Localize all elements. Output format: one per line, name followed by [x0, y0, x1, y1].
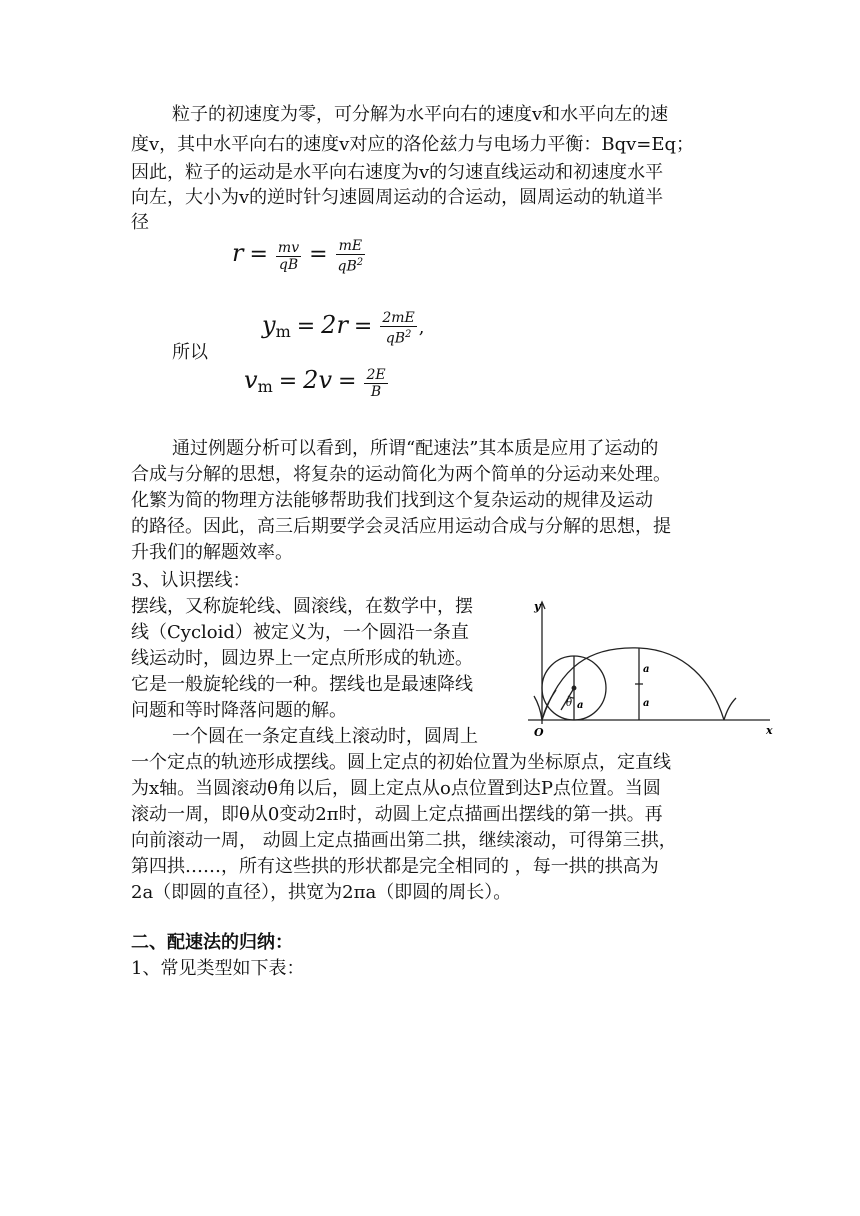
formula-vm-den: B — [370, 384, 382, 400]
right-cusp-arch — [724, 698, 736, 720]
section2-heading: 二、配速法的归纳： — [131, 932, 293, 953]
x-axis-label: x — [766, 724, 773, 737]
summary-line-1: 通过例题分析可以看到，所谓“配速法”其本质是应用了运动的 — [172, 438, 659, 459]
radius-a-label: a — [577, 700, 584, 711]
cycloid-line-6: 一个圆在一条定直线上滚动时，圆周上 — [172, 726, 478, 747]
formula-ym-mid: 2r — [321, 310, 348, 339]
cycloid-line-7: 一个定点的轨迹形成摆线。圆上定点的初始位置为坐标原点，定直线 — [131, 752, 671, 773]
cycloid-line-4: 它是一般旋轮线的一种。摆线也是最速降线 — [131, 674, 473, 695]
formula-ym-sup: 2 — [405, 329, 412, 340]
formula-ym: $y_m = 2r$ = $\frac{2mE}{qB^2}$ , — [262, 310, 425, 347]
summary-line-3: 化繁为简的物理方法能够帮助我们找到这个复杂运动的规律及运动 — [131, 490, 653, 511]
summary-line-2: 合成与分解的思想，将复杂的运动简化为两个简单的分运动来处理。 — [131, 464, 671, 485]
cycloid-line-2: 线（Cycloid）被定义为，一个圆沿一条直 — [131, 622, 469, 643]
cycloid-line-1: 摆线，又称旋轮线、圆滚线，在数学中，摆 — [131, 596, 473, 617]
formula-vm-lhs: v — [244, 366, 258, 394]
section2-item-1: 1、常见类型如下表： — [131, 958, 305, 979]
formula-r-sup: 2 — [356, 257, 364, 268]
formula-ym-den: qB — [385, 330, 405, 347]
y-axis-label: y — [534, 600, 541, 613]
summary-line-5: 升我们的解题效率。 — [131, 542, 293, 563]
formula-r-lhs: r — [232, 238, 244, 267]
formula-r-den2: qB — [337, 258, 357, 275]
cycloid-arch — [542, 648, 724, 720]
intro-line-5: 径 — [131, 212, 149, 233]
formula-vm-mid: 2v — [303, 366, 332, 394]
formula-ym-comma: , — [418, 316, 425, 338]
formula-radius: r = $\frac{mv}{qB}$ = $\frac{mE}{qB^2}$ — [232, 238, 364, 275]
origin-label: O — [534, 726, 544, 739]
cycloid-figure — [520, 596, 780, 744]
formula-ym-label: 所以 — [172, 342, 208, 363]
formula-r-den1: qB — [278, 256, 299, 273]
cycloid-line-11: 第四拱……，所有这些拱的形状都是完全相同的 ，每一拱的拱高为 — [131, 856, 659, 877]
formula-r-num2: mE — [336, 238, 366, 255]
intro-line-4: 向左，大小为v的逆时针匀速圆周运动的合运动，圆周运动的轨道半 — [131, 187, 664, 208]
cycloid-line-12: 2a（即圆的直径），拱宽为2πa（即圆的周长）。 — [131, 882, 512, 903]
intro-line-1: 粒子的初速度为零，可分解为水平向右的速度v和水平向左的速 — [172, 104, 669, 125]
cycloid-heading: 3、认识摆线： — [131, 570, 251, 591]
formula-vm: $v_m = 2v$ = $\frac{2E}{B}$ — [244, 366, 386, 400]
theta-label: θ — [566, 698, 573, 709]
formula-vm-num: 2E — [366, 367, 386, 383]
cycloid-line-5: 问题和等时降落问题的解。 — [131, 700, 347, 721]
summary-line-4: 的路径。因此，高三后期要学会灵活应用运动合成与分解的思想，提 — [131, 516, 671, 537]
height-a-label-upper: a — [643, 664, 650, 675]
formula-ym-sub: m — [275, 322, 291, 342]
cycloid-line-10: 向前滚动一周， 动圆上定点描画出第二拱，继续滚动，可得第三拱， — [131, 830, 677, 851]
formula-ym-num: 2mE — [382, 310, 415, 326]
formula-ym-lhs: y — [262, 310, 276, 339]
cycloid-line-8: 为x轴。当圆滚动θ角以后，圆上定点从o点位置到达P点位置。当圆 — [131, 778, 661, 799]
formula-r-num1: mv — [277, 239, 300, 256]
intro-line-2: 度v，其中水平向右的速度v对应的洛伦兹力与电场力平衡：Bqv=Eq； — [131, 134, 694, 155]
cycloid-line-9: 滚动一周，即θ从0变动2π时，动圆上定点描画出摆线的第一拱。再 — [131, 804, 663, 825]
cycloid-line-3: 线运动时，圆边界上一定点所形成的轨迹。 — [131, 648, 473, 669]
formula-vm-sub: m — [257, 377, 273, 397]
height-a-label-lower: a — [643, 698, 650, 709]
intro-line-3: 因此，粒子的运动是水平向右速度为v的匀速直线运动和初速度水平 — [131, 162, 664, 183]
